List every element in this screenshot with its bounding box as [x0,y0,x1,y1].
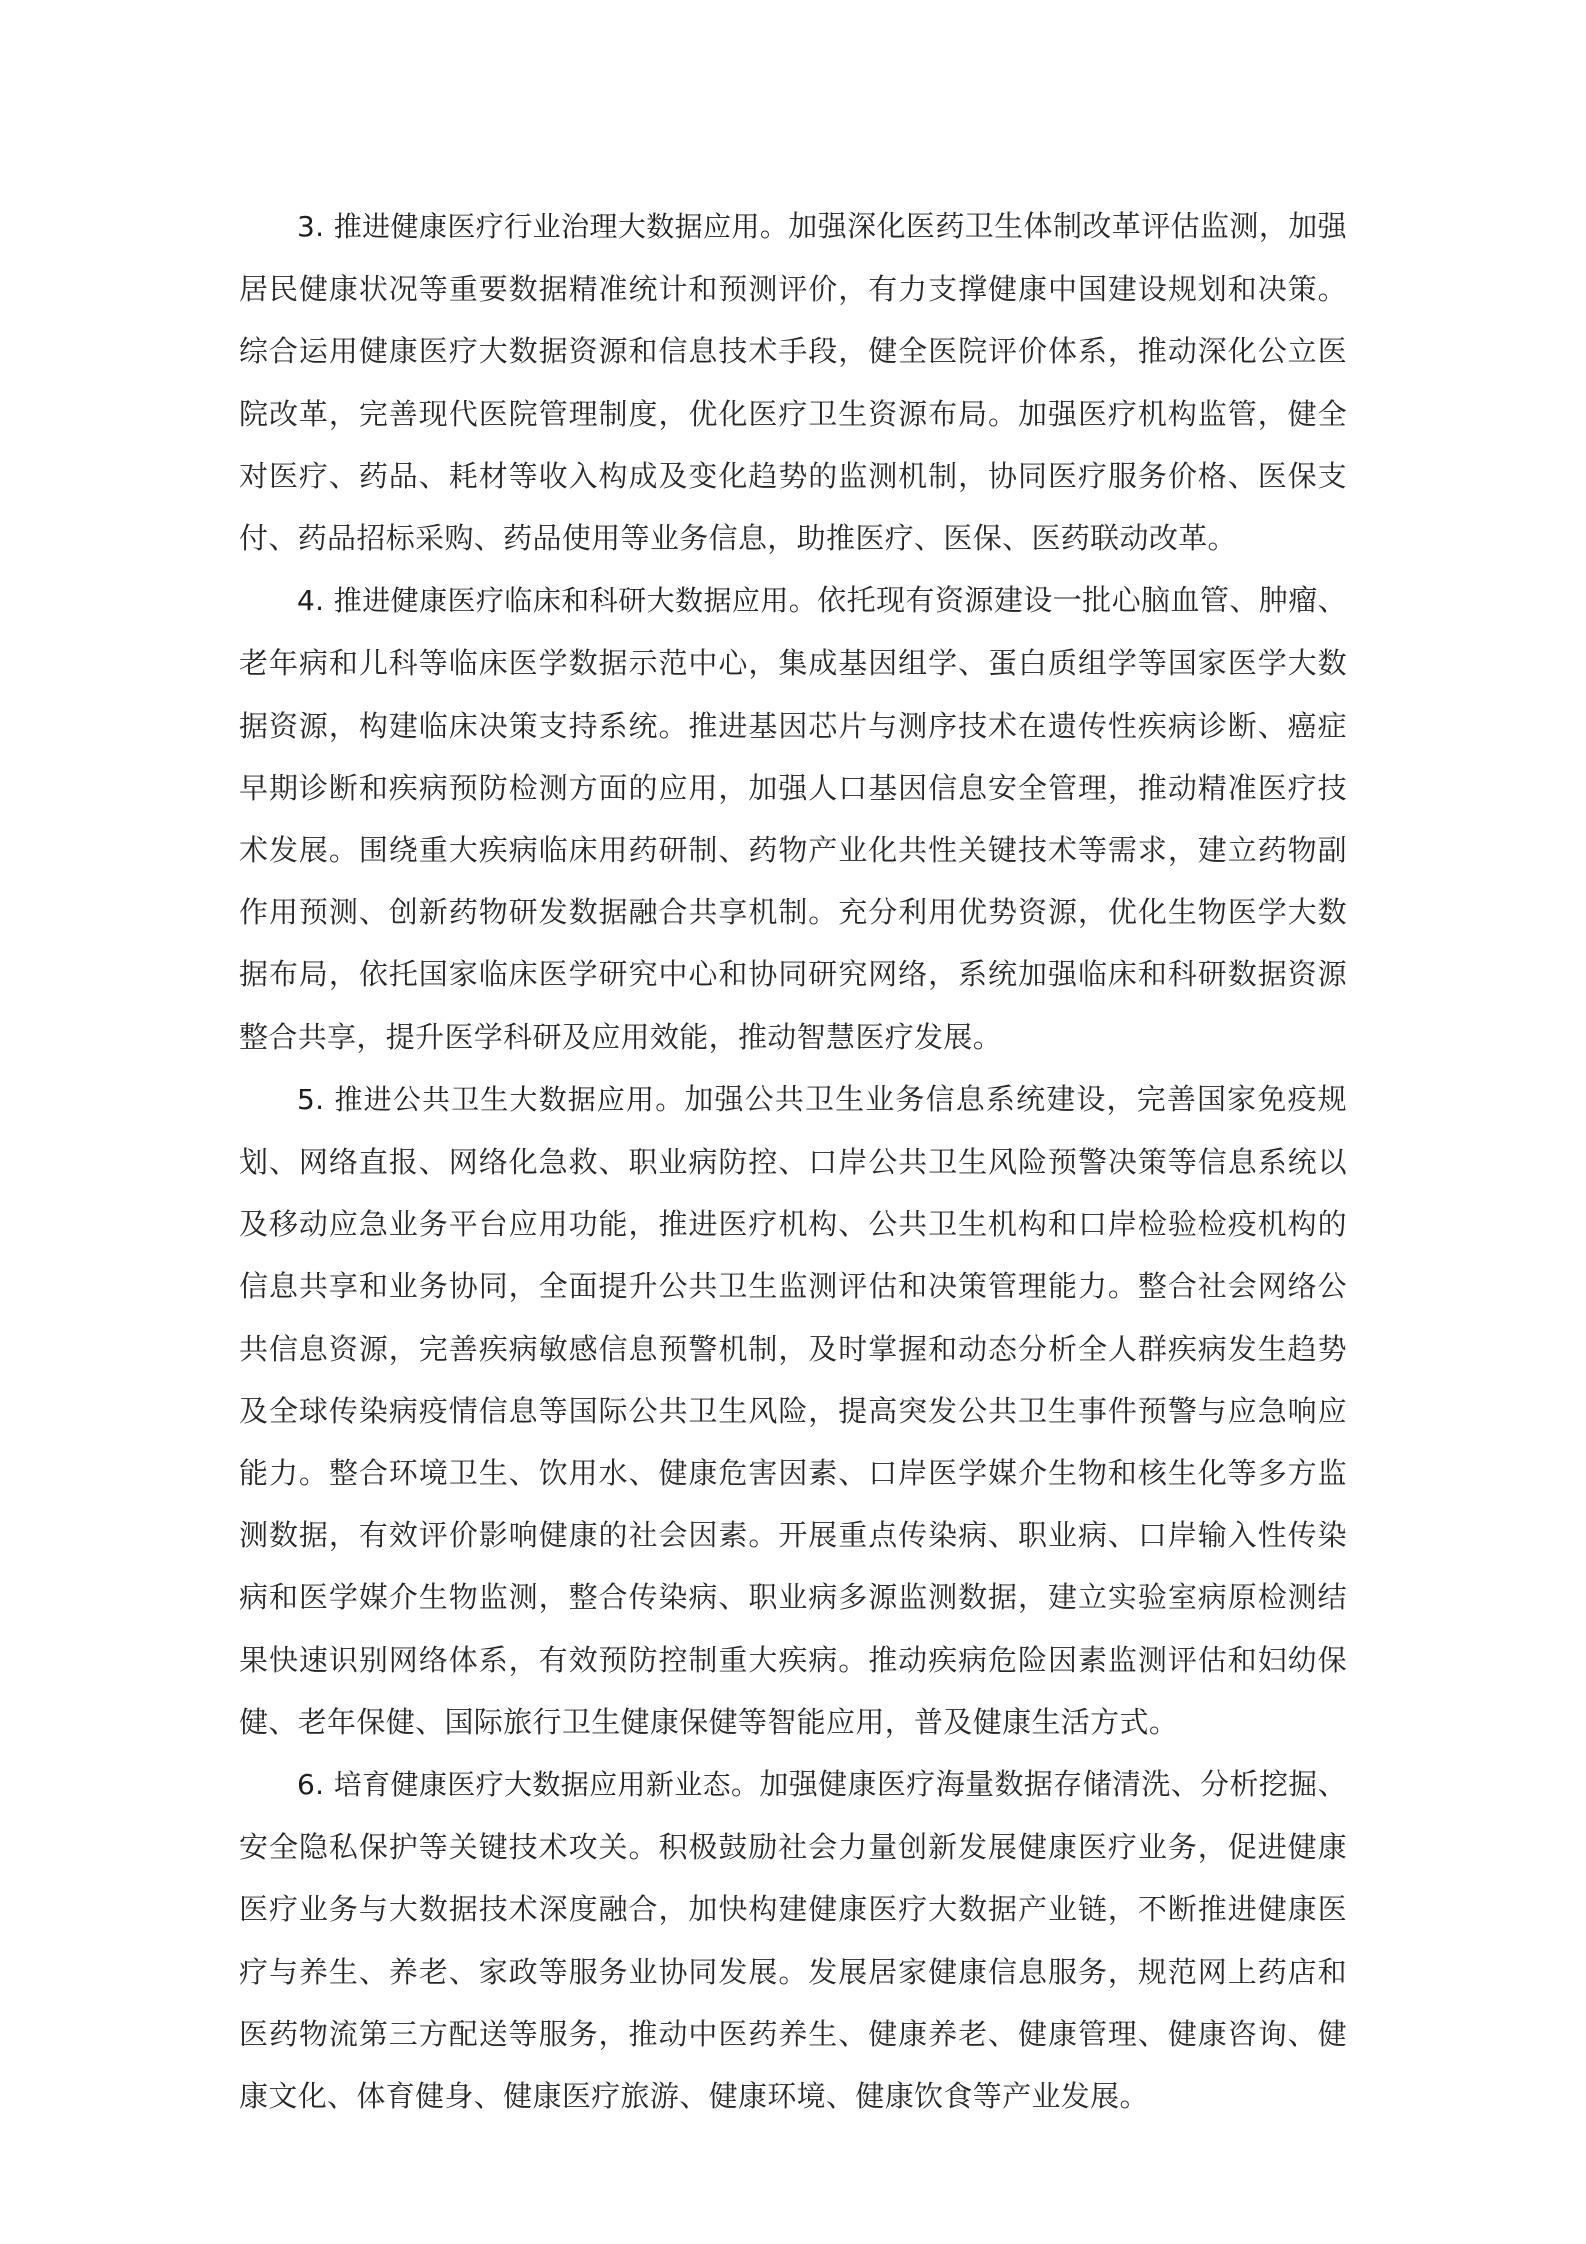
paragraph-section-3 [239,195,1347,569]
document-body [239,195,1347,2127]
section-4-body: 依托现有资源建设一批心脑血管、肿瘤、老年病和儿科等临床医学数据示范中心，集成基因组学、蛋白质组学等国家医学大数据资源，构建临床决策支持系统。推进基因芯片与测序技术在遗传性疾病诊断、癌症早期诊断和疾病预防检测方面的应用，加强人口基因信息安全管理，推动精准医疗技术发展。围绕重大疾病临床用药研制、药物产业化共性关键技术等需求，建立药物副作用预测、创新药物研发数据融合共享机制。充分利用优势资源，优化生物医学大数据布局，依托国家临床医学研究中心和协同研究网络，系统加强临床和科研数据资源整合共享，提升医学科研及应用效能，推动智慧医疗发展。 [239,583,1347,1054]
section-6-body: 加强健康医疗海量数据存储清洗、分析挖掘、安全隐私保护等关键技术攻关。积极鼓励社会力量创新发展健康医疗业务，促进健康医疗业务与大数据技术深度融合，加快构建健康医疗大数据产业链，不断推进健康医疗与养生、养老、家政等服务业协同发展。发展居家健康信息服务，规范网上药店和医药物流第三方配送等服务，推动中医药养生、健康养老、健康管理、健康咨询、健康文化、体育健身、健康医疗旅游、健康环境、健康饮食等产业发展。 [239,1767,1347,2114]
section-3-heading: 3. 推进健康医疗行业治理大数据应用。 [297,210,789,243]
section-5-body: 加强公共卫生业务信息系统建设，完善国家免疫规划、网络直报、网络化急救、职业病防控、口岸公共卫生风险预警决策等信息系统以及移动应急业务平台应用功能，推进医疗机构、公共卫生机构和口岸检验检疫机构的信息共享和业务协同，全面提升公共卫生监测评估和决策管理能力。整合社会网络公共信息资源，完善疾病敏感信息预警机制，及时掌握和动态分析全人群疾病发生趋势及全球传染病疫情信息等国际公共卫生风险，提高突发公共卫生事件预警与应急响应能力。整合环境卫生、饮用水、健康危害因素、口岸医学媒介生物和核生化等多方监测数据，有效评价影响健康的社会因素。开展重点传染病、职业病、口岸输入性传染病和医学媒介生物监测，整合传染病、职业病多源监测数据，建立实验室病原检测结果快速识别网络体系，有效预防控制重大疾病。推动疾病危险因素监测评估和妇幼保健、老年保健、国际旅行卫生健康保健等智能应用，普及健康生活方式。 [239,1081,1347,1739]
section-4-heading: 4. 推进健康医疗临床和科研大数据应用。 [297,584,818,618]
section-3-body: 加强深化医药卫生体制改革评估监测，加强居民健康状况等重要数据精准统计和预测评价，有力支撑健康中国建设规划和决策。综合运用健康医疗大数据资源和信息技术手段，健全医院评价体系，推动深化公立医院改革，完善现代医院管理制度，优化医疗卫生资源布局。加强医疗机构监管，健全对医疗、药品、耗材等收入构成及变化趋势的监测机制，协同医疗服务价格、医保支付、药品招标采购、药品使用等业务信息，助推医疗、医保、医药联动改革。 [239,209,1347,556]
paragraph-section-4 [239,569,1347,1068]
paragraph-section-6 [239,1753,1347,2127]
section-5-heading: 5. 推进公共卫生大数据应用。 [297,1082,685,1116]
section-6-heading: 6. 培育健康医疗大数据应用新业态。 [297,1768,760,1802]
paragraph-section-5 [239,1068,1347,1753]
